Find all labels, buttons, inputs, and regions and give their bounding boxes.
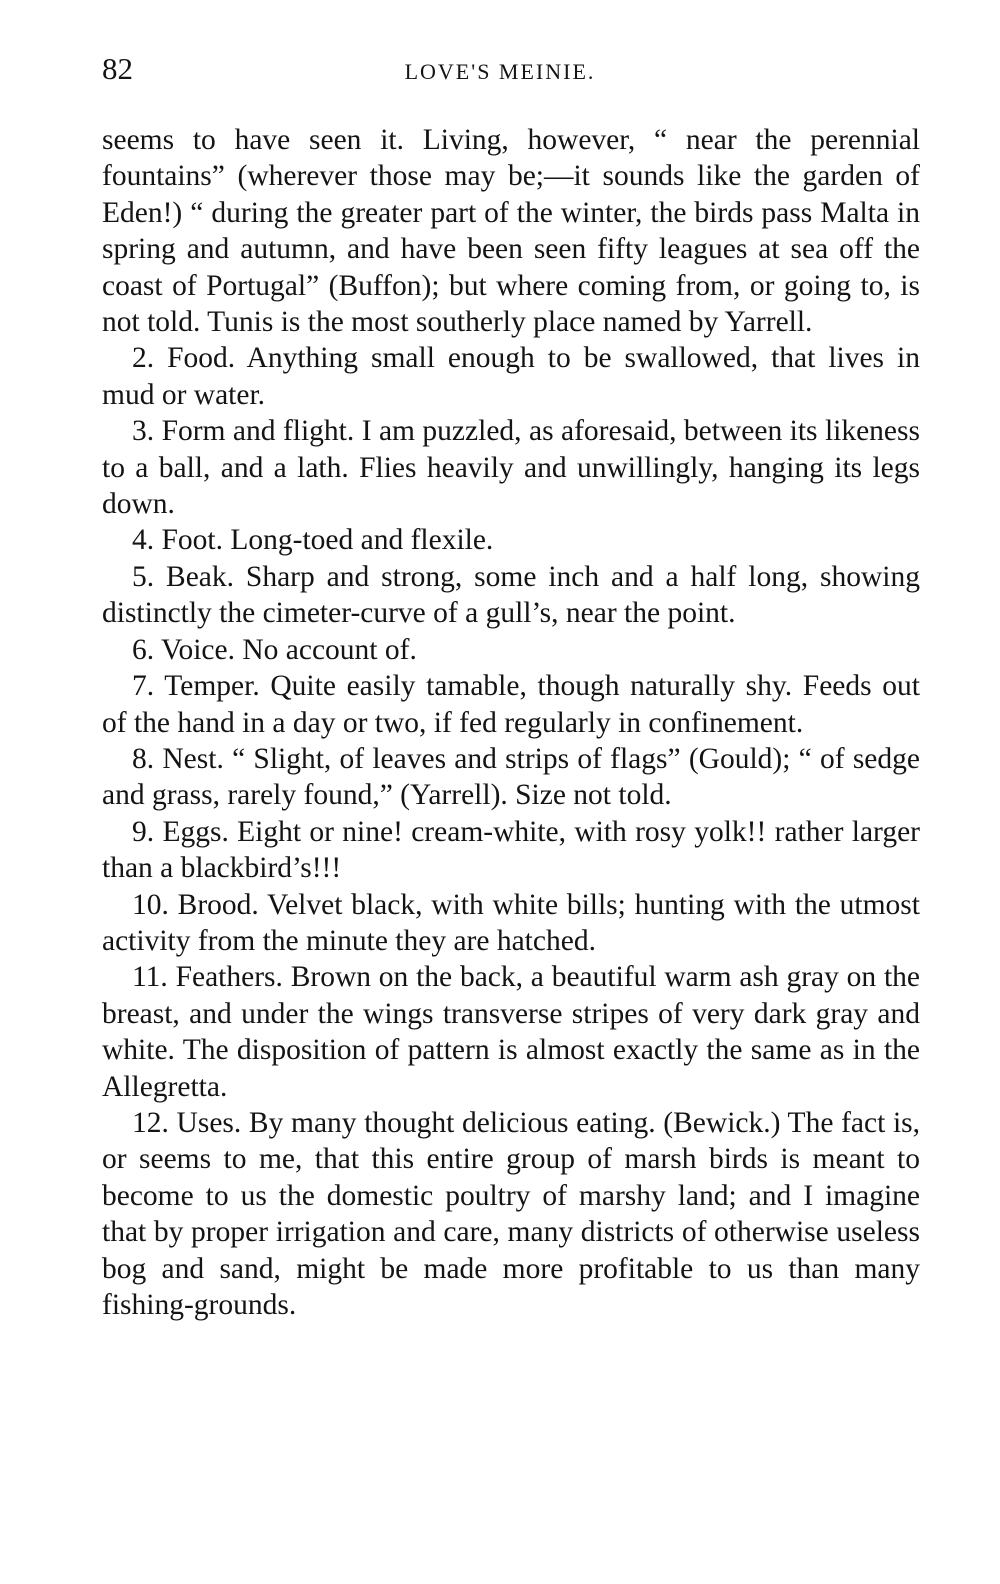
paragraph-form-and-flight: 3. Form and flight. I am puzzled, as aforesaid, between its likeness to a ball, and a lath. Flies heavily and unwillingly, hanging its legs down. bbox=[102, 415, 920, 521]
paragraph-uses: 12. Uses. By many thought delicious eating. (Bewick.) The fact is, or seems to me, that this entire group of marsh birds is meant to become to us the domestic poultry of marshy land; and I imagine that by proper irrigation and care, many districts of otherwise useless bog and sand, might be made more profitable to us than many fishing-grounds. bbox=[102, 1106, 920, 1321]
paragraph-voice: 6. Voice. No account of. bbox=[132, 633, 417, 666]
paragraph-nest: 8. Nest. “ Slight, of leaves and strips of flags” (Gould); “ of sedge and grass, rarely found,” (Yarrell). Size not told. bbox=[102, 742, 920, 812]
paragraph-foot: 4. Foot. Long-toed and flexile. bbox=[132, 524, 494, 557]
running-title: LOVE'S MEINIE. bbox=[404, 59, 596, 84]
paragraph-feathers: 11. Feathers. Brown on the back, a beautiful warm ash gray on the breast, and under the wings transverse stripes of very dark gray and white. The disposition of pattern is almost exactly the same as in the Allegretta. bbox=[102, 961, 920, 1103]
body-text bbox=[102, 122, 920, 1323]
paragraph-food: 2. Food. Anything small enough to be swallowed, that lives in mud or water. bbox=[102, 342, 920, 411]
paragraph-eggs: 9. Eggs. Eight or nine! cream-white, with rosy yolk!! rather larger than a blackbird’s!!! bbox=[102, 815, 920, 885]
paragraph-brood: 10. Brood. Velvet black, with white bills; hunting with the utmost activity from the minute they are hatched. bbox=[102, 888, 920, 957]
paragraph-temper: 7. Temper. Quite easily tamable, though naturally shy. Feeds out of the hand in a day or two, if fed regularly in confinement. bbox=[102, 670, 920, 739]
page-number: 82 bbox=[102, 51, 133, 86]
paragraph-beak: 5. Beak. Sharp and strong, some inch and a half long, showing distinctly the cimeter-curve of a gull’s, near the point. bbox=[102, 560, 920, 630]
paragraph-1: seems to have seen it. Living, however, “ near the perennial fountains” (wherever those may be;—it sounds like the garden of Eden!) “ during the greater part of the winter, the birds pass Malta in spring and autumn, and have been seen fifty leagues at sea off the coast of Portugal” (Buffon); but where coming from, or going to, is not told. Tunis is the most southerly place named by Yarrell. bbox=[102, 124, 920, 339]
